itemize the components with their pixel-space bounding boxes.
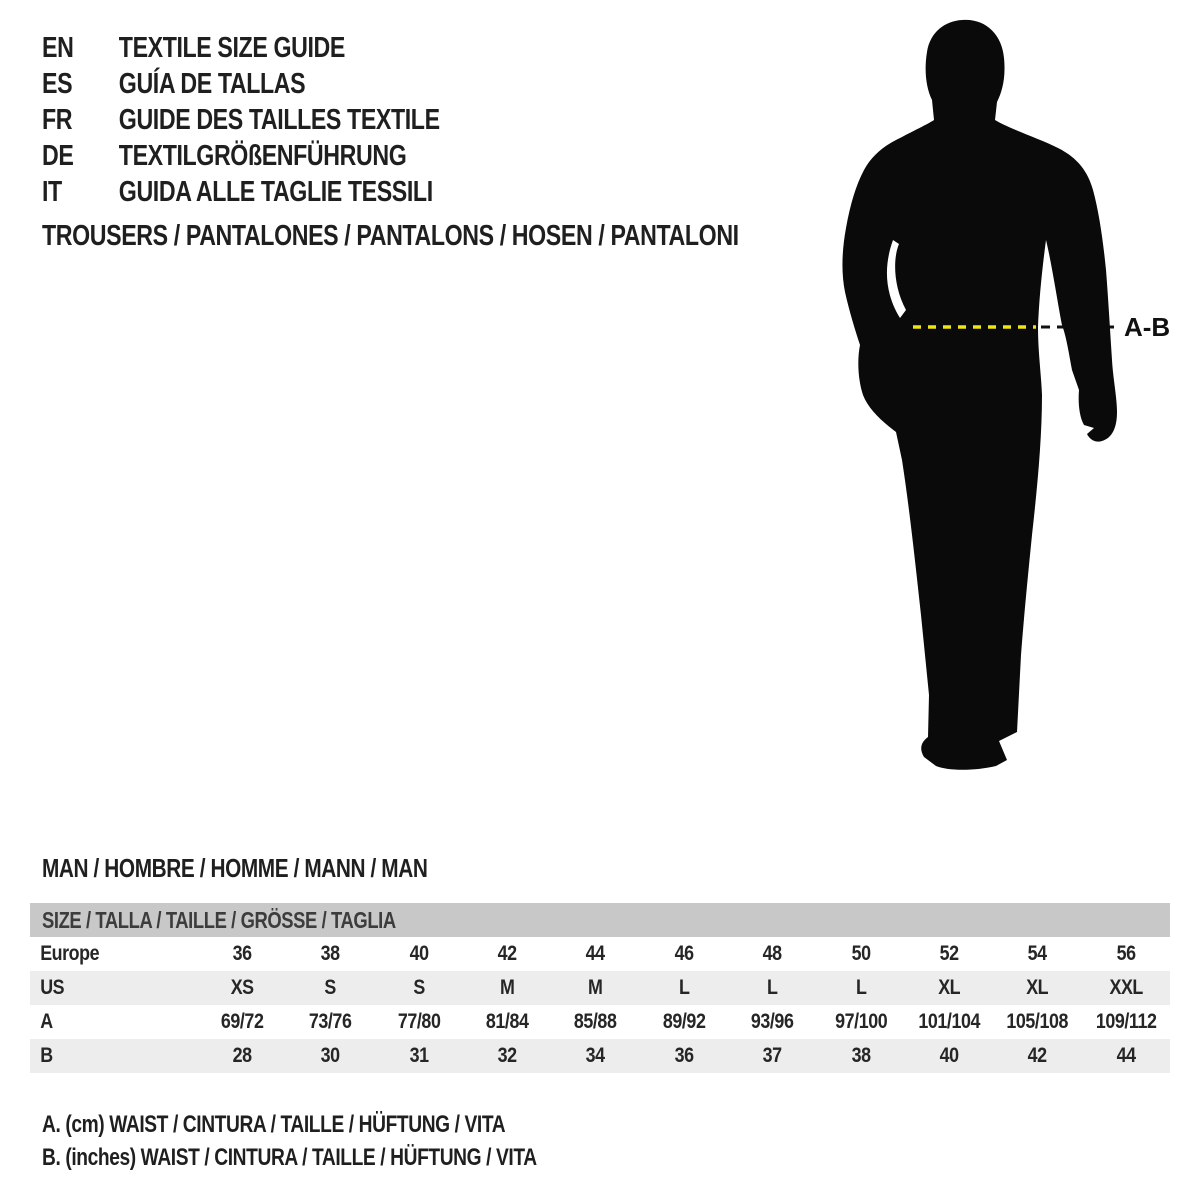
size-value: 44 (1116, 1044, 1136, 1067)
size-value: 109/112 (1095, 1010, 1157, 1033)
size-value: XL (938, 976, 961, 999)
size-value: 42 (1027, 1044, 1047, 1067)
size-value: 52 (939, 942, 959, 965)
language-code: IT (42, 175, 62, 208)
size-value: 56 (1116, 942, 1136, 965)
footnotes (42, 1108, 660, 1174)
measure-label: A-B (1124, 312, 1171, 342)
size-value: 36 (232, 942, 252, 965)
size-value: 101/104 (918, 1010, 980, 1033)
language-label: GUÍA DE TALLAS (118, 67, 306, 100)
row-label: Europe (40, 942, 100, 965)
size-value: 34 (586, 1044, 606, 1067)
size-value: 97/100 (834, 1010, 887, 1033)
size-value: 69/72 (220, 1010, 264, 1033)
row-label: B (40, 1044, 53, 1067)
size-value: 93/96 (751, 1010, 794, 1033)
size-value: L (855, 976, 866, 999)
size-table (30, 903, 1170, 1073)
size-value: 48 (762, 942, 782, 965)
size-value: 38 (321, 942, 341, 965)
size-value: XXL (1109, 976, 1143, 999)
footnote: A. (cm) WAIST / CINTURA / TAILLE / HÜFTUNG / VITA (42, 1110, 506, 1138)
size-value: 28 (232, 1044, 252, 1067)
size-value: XL (1026, 976, 1049, 999)
size-value: 38 (851, 1044, 871, 1067)
size-table-row-europe (30, 937, 1170, 971)
size-value: 85/88 (574, 1010, 617, 1033)
size-table-header-label: SIZE / TALLA / TAILLE / GRÖSSE / TAGLIA (42, 906, 396, 933)
size-table-row-a (30, 1005, 1170, 1039)
size-value: 46 (674, 942, 694, 965)
size-value: 81/84 (485, 1010, 529, 1033)
size-value: 40 (409, 942, 429, 965)
size-value: 32 (497, 1044, 517, 1067)
size-value: M (588, 976, 603, 999)
man-silhouette-path (842, 20, 1117, 770)
size-value: S (413, 976, 425, 999)
size-table-body (30, 937, 1170, 1073)
size-value: 42 (497, 942, 517, 965)
size-value: S (324, 976, 337, 999)
size-value: 40 (939, 1044, 959, 1067)
size-value: XS (230, 976, 254, 999)
size-value: L (678, 976, 690, 999)
size-value: 44 (586, 942, 606, 965)
size-table-row-us (30, 971, 1170, 1005)
size-value: 31 (409, 1044, 429, 1067)
category-title: TROUSERS / PANTALONES / PANTALONS / HOSEN / PANTALONI (42, 220, 739, 252)
size-table-header (30, 903, 1170, 937)
language-label: TEXTILGRÖßENFÜHRUNG (118, 139, 407, 172)
size-value: 73/76 (309, 1010, 352, 1033)
row-label: US (40, 976, 65, 999)
gender-title: MAN / HOMBRE / HOMME / MANN / MAN (42, 853, 428, 883)
size-value: 37 (762, 1044, 782, 1067)
size-value: 105/108 (1006, 1010, 1069, 1033)
language-code: ES (42, 67, 73, 100)
language-label: GUIDA ALLE TAGLIE TESSILI (118, 175, 433, 208)
language-code: DE (42, 139, 74, 172)
language-code: EN (42, 31, 74, 64)
size-table-row-b (30, 1039, 1170, 1073)
size-value: 77/80 (397, 1010, 441, 1033)
row-label: A (40, 1010, 53, 1033)
size-value: M (500, 976, 515, 999)
size-value: 30 (321, 1044, 341, 1067)
language-code: FR (42, 103, 73, 136)
size-value: 89/92 (662, 1010, 706, 1033)
language-label: GUIDE DES TAILLES TEXTILE (118, 103, 440, 136)
footnote: B. (inches) WAIST / CINTURA / TAILLE / HÜFTUNG / VITA (42, 1143, 537, 1171)
language-label: TEXTILE SIZE GUIDE (118, 31, 345, 64)
size-value: 54 (1027, 942, 1047, 965)
size-value: 36 (674, 1044, 694, 1067)
size-value: L (767, 976, 778, 999)
size-value: 50 (851, 942, 871, 965)
